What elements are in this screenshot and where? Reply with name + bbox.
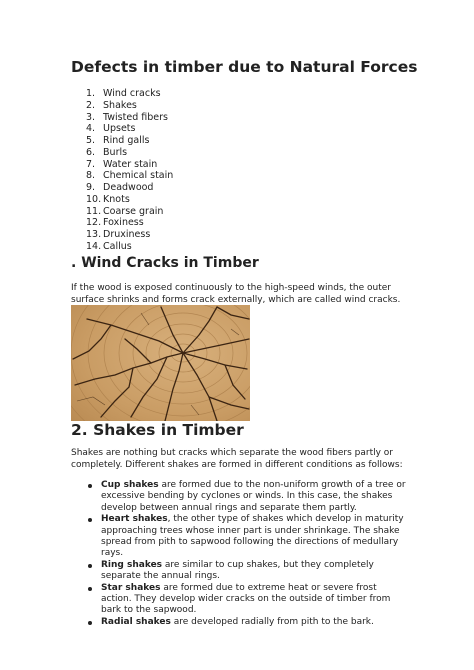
list-item-label: Twisted fibers [103,111,168,123]
list-item-number: 13. [86,229,102,240]
list-item [88,514,408,560]
list-item-label: Water stain [103,158,158,170]
list-item [86,170,173,182]
bullet-term: Cup shakes [101,480,159,490]
list-item-label: Burls [103,146,128,158]
list-item-label: Shakes [103,99,137,111]
list-item-number: 4. [86,123,96,135]
list-item-number: 12. [86,217,102,229]
list-item-number: 10. [86,193,102,205]
list-item [86,241,173,253]
list-item [86,88,173,100]
list-item-label: Callus [103,240,132,252]
list-item-number: 14. [86,240,102,252]
list-item [86,194,173,206]
list-item-label: Druxiness [103,229,151,240]
bullet-text: are formed due to extreme heat or severe frost action. They develop wider cracks on the outside of timber from bark to the sapwood. [101,582,391,616]
list-item-label: Upsets [103,123,136,135]
document-title: Defects in timber due to Natural Forces [71,58,418,76]
list-item [86,100,173,112]
bullet-text: are developed radially from pith to the bark. [170,616,374,627]
list-item [86,112,173,124]
section-heading-wind-cracks: . Wind Cracks in Timber [71,255,259,271]
wind-cracks-timber-image [71,305,250,421]
bullet-term: Radial shakes [101,616,171,627]
list-item-label: Chemical stain [103,170,174,182]
list-item-number: 6. [86,146,96,158]
timber-cross-section-illustration [71,305,250,421]
defects-list [86,88,173,253]
list-item-number: 9. [86,182,96,193]
list-item [86,217,173,229]
list-item-label: Rind galls [103,135,150,146]
list-item-label: Coarse grain [103,205,164,217]
bullet-term: Heart shakes [101,514,168,525]
wind-cracks-paragraph: If the wood is exposed continuously to the high-speed winds, the outer surface shrinks and forms crack externally, which are called wind cracks. [71,283,401,305]
list-item [86,229,173,241]
list-item [86,206,173,218]
list-item [86,147,173,159]
shakes-paragraph: Shakes are nothing but cracks which separate the wood fibers partly or completely. Different shakes are formed in different conditions as follows: [71,448,403,470]
list-item-number: 8. [86,170,96,182]
list-item [86,123,173,135]
shakes-bullet-list [88,480,408,628]
list-item-number: 3. [86,111,96,123]
bullet-text: are formed due to the non-uniform growth of a tree or excessive bending by cyclones or winds. In this case, the shakes develop between annual rings and separate them partly. [101,480,406,513]
list-item-number: 1. [86,88,96,99]
list-item-label: Wind cracks [103,88,161,99]
list-item-number: 2. [86,99,96,111]
list-item [88,583,408,617]
list-item [86,135,173,147]
section-heading-shakes: 2. Shakes in Timber [71,421,244,439]
list-item [86,182,173,194]
bullet-term: Ring shakes [101,559,163,570]
list-item-number: 7. [86,158,96,170]
bullet-text: are similar to cup shakes, but they completely separate the annual rings. [101,559,374,582]
list-item [88,560,408,583]
list-item [88,617,408,628]
list-item-number: 5. [86,135,96,146]
bullet-text: , the other type of shakes which develop in maturity approaching trees whose inner part is under shrinkage. The shake spread from pith to sapwood following the directions of medullary rays. [101,514,404,559]
list-item-label: Knots [103,193,130,205]
list-item-label: Deadwood [103,182,154,193]
list-item [88,480,408,514]
bullet-term: Star shakes [101,582,161,593]
list-item-label: Foxiness [103,217,144,229]
list-item-number: 11. [86,205,102,217]
list-item [86,159,173,171]
